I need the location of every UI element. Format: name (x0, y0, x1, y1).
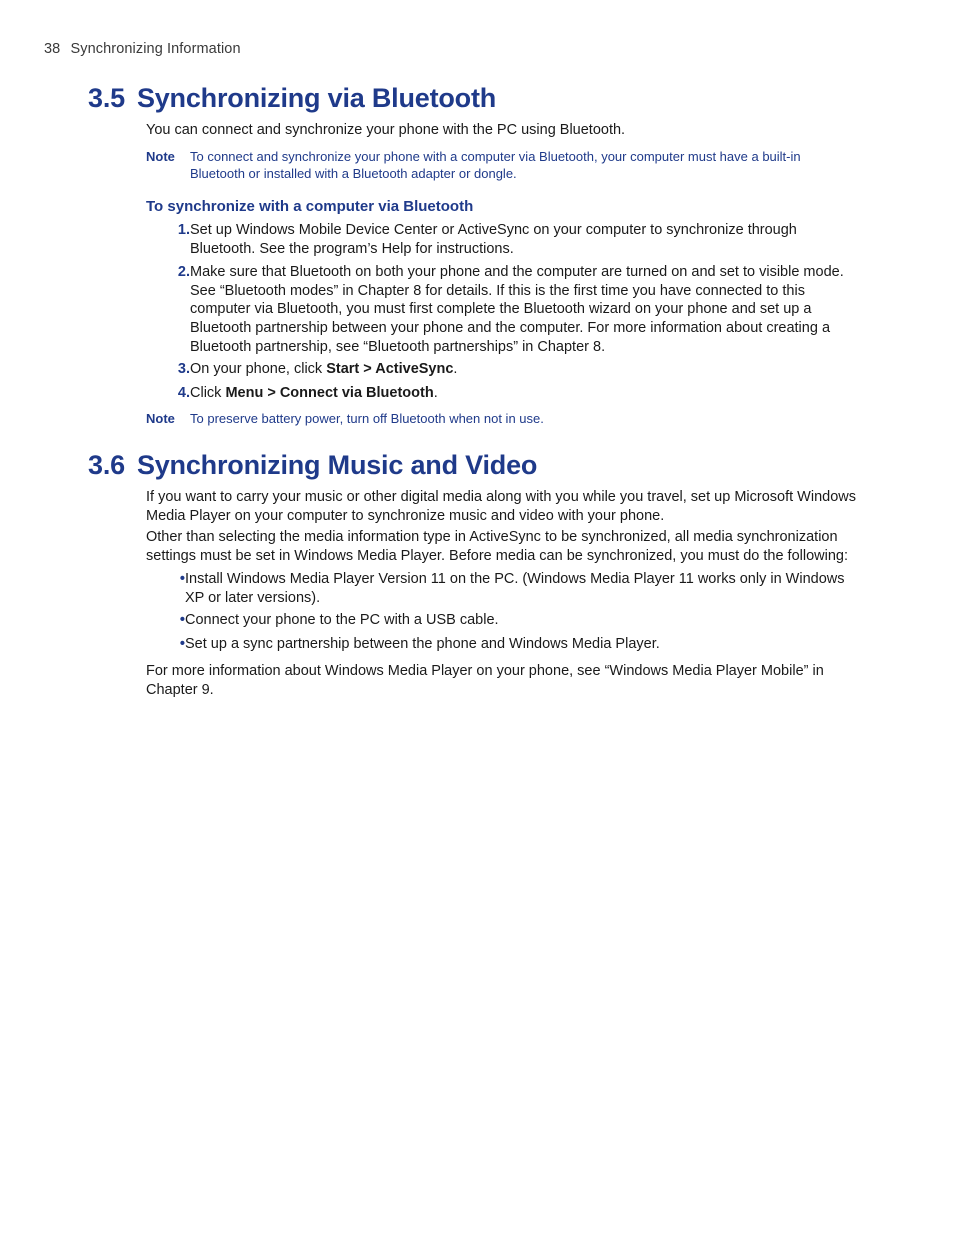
step-text: Set up Windows Mobile Device Center or ActiveSync on your computer to synchronize through Bluetooth. See the program’s Help for instructions. (190, 222, 797, 257)
page-number: 38 (44, 41, 61, 57)
note-label: Note (146, 149, 175, 164)
note-label: Note (146, 411, 175, 426)
step-item (146, 221, 858, 258)
bullet-glyph: • (179, 612, 185, 628)
note-text: To preserve battery power, turn off Bluetooth when not in use. (190, 411, 544, 426)
step-text (190, 360, 858, 379)
section-title: Synchronizing Music and Video (136, 450, 538, 480)
paragraph: For more information about Windows Media Player on your phone, see “Windows Media Player Mobile” in Chapter 9. (146, 663, 824, 698)
step-text-suffix: . (453, 361, 458, 377)
step-text: Make sure that Bluetooth on both your phone and the computer are turned on and set to visible mode. See “Bluetooth modes” in Chapter 8 for details. If this is the first time you have connected to this computer via Bluetooth, you must first complete the Bluetooth wizard on your phone and set up a Bluetooth partnership between your phone and the computer. For more information about creating a Bluetooth partnership, see “Bluetooth partnerships” in Chapter 8. (190, 264, 844, 355)
bullet-glyph: • (179, 571, 185, 587)
bullet-glyph: • (179, 636, 185, 652)
step-command: Start > ActiveSync (326, 361, 454, 377)
section-number: 3.6 (88, 450, 125, 480)
running-header (44, 41, 241, 57)
bullet-text: Set up a sync partnership between the phone and Windows Media Player. (185, 636, 660, 652)
paragraph: If you want to carry your music or other digital media along with you while you travel, set up Microsoft Windows Media Player on your computer to synchronize music and video with your phone. (146, 489, 856, 524)
note-block (146, 410, 846, 427)
running-title: Synchronizing Information (70, 41, 241, 57)
step-command: Menu > Connect via Bluetooth (225, 385, 434, 401)
step-item (146, 263, 858, 357)
section-intro: You can connect and synchronize your phone with the PC using Bluetooth. (146, 122, 626, 138)
section-number: 3.5 (88, 83, 125, 113)
step-item (146, 360, 858, 379)
paragraph: Other than selecting the media information type in ActiveSync to be synchronized, all media synchronization settings must be set in Windows Media Player. Before media can be synchronized, you must do the following: (146, 529, 848, 564)
step-number: 2. (177, 264, 190, 280)
step-text-suffix: . (433, 385, 438, 401)
bullet-item (146, 635, 862, 654)
step-item (146, 384, 858, 403)
procedure-title: To synchronize with a computer via Bluetooth (146, 198, 474, 215)
step-text-prefix: On your phone, click (190, 361, 327, 377)
bullet-text: Connect your phone to the PC with a USB cable. (185, 612, 499, 628)
note-text: To connect and synchronize your phone with a computer via Bluetooth, your computer must have a built-in Bluetooth or installed with a Bluetooth adapter or dongle. (190, 149, 801, 181)
note-block (146, 148, 846, 182)
step-number: 4. (177, 385, 190, 401)
section-heading-3-6 (88, 450, 537, 481)
step-text (190, 384, 858, 403)
section-title: Synchronizing via Bluetooth (136, 83, 497, 113)
bullet-item (146, 611, 862, 630)
bullet-item (146, 570, 862, 607)
bullet-text: Install Windows Media Player Version 11 on the PC. (Windows Media Player 11 works only in Windows XP or later versions). (185, 571, 845, 606)
step-number: 1. (177, 222, 190, 238)
section-heading-3-5 (88, 83, 496, 114)
step-number: 3. (177, 361, 190, 377)
step-text-prefix: Click (190, 385, 226, 401)
